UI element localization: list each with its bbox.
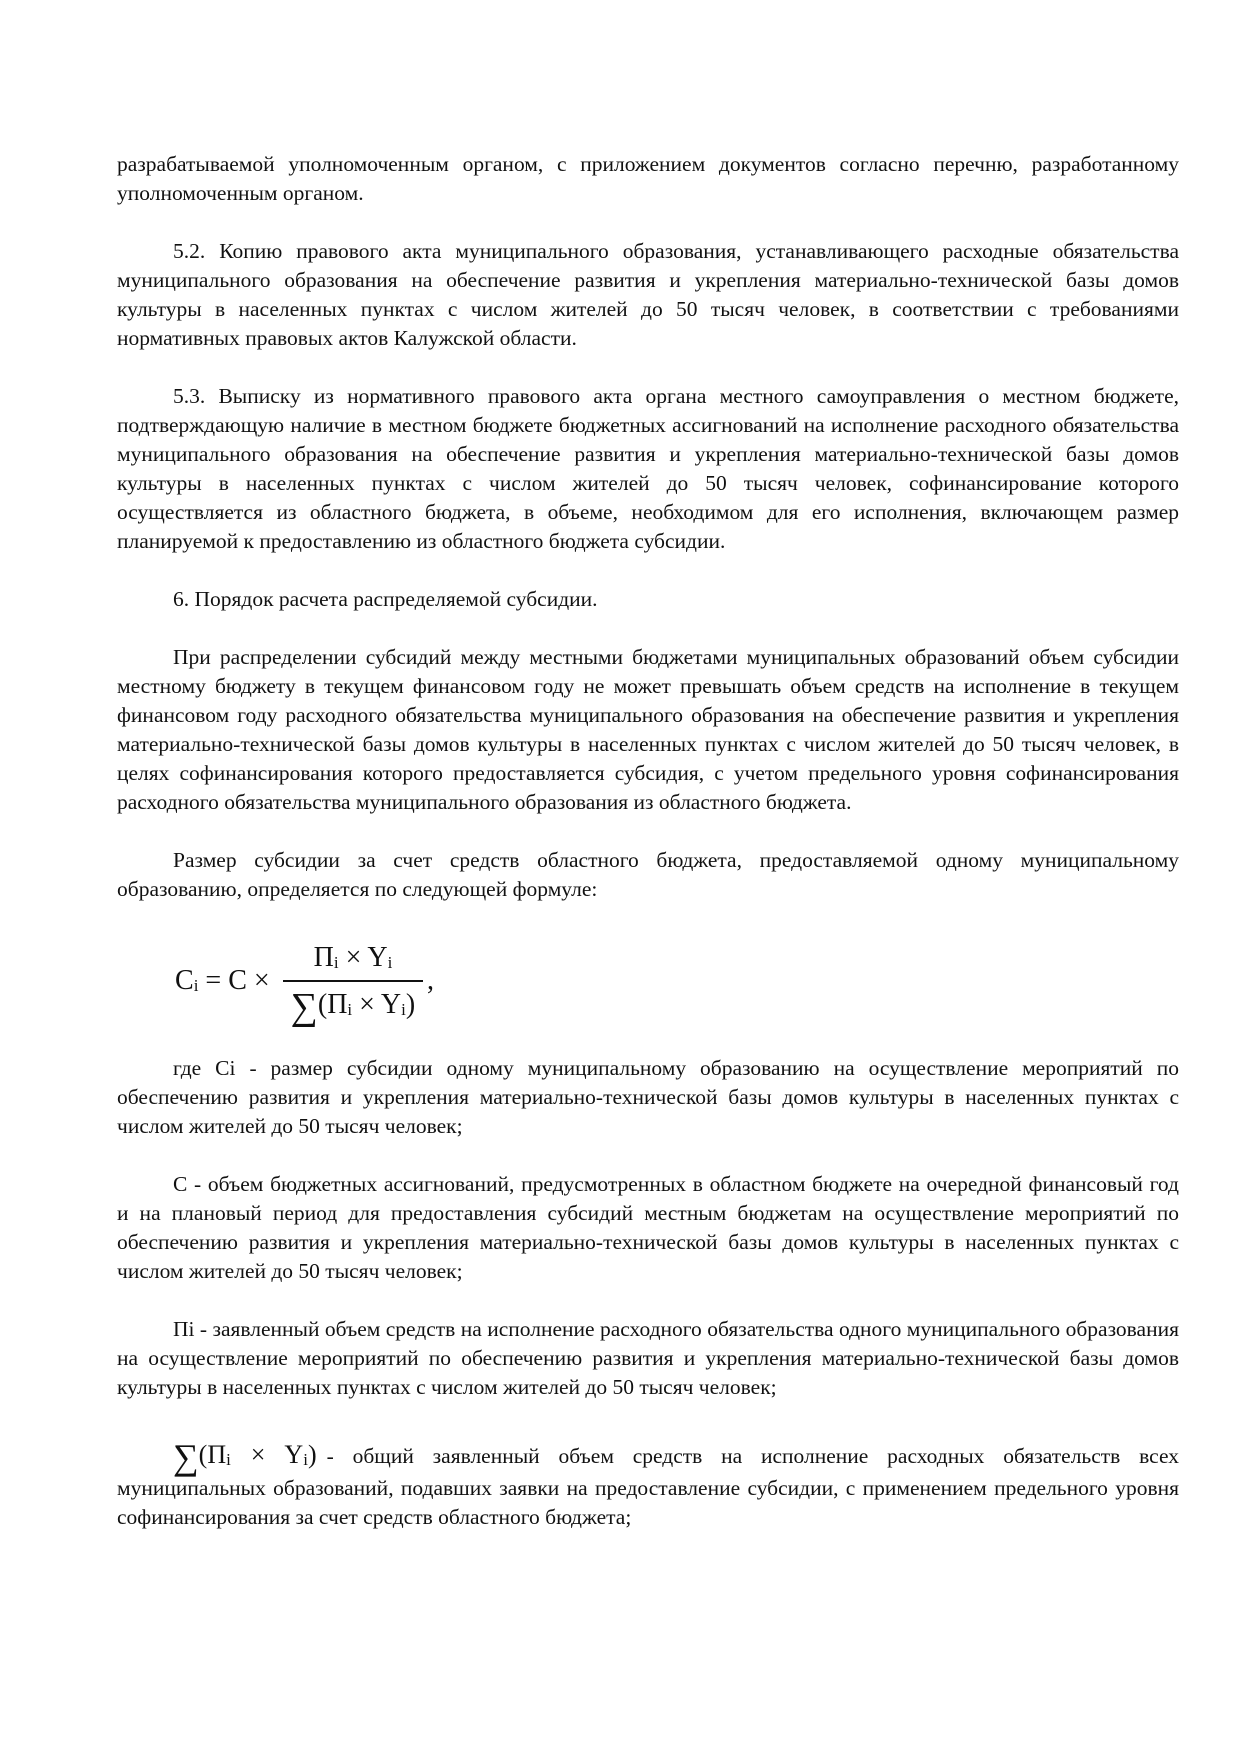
num-y-sub: i	[387, 953, 393, 972]
num-p: П	[313, 942, 334, 973]
paragraph-formula-intro: Размер субсидии за счет средств областного бюджета, предоставляемой одному муниципальному образованию, определяется по следующей формуле:	[117, 848, 1179, 901]
formula-comma: ,	[427, 965, 434, 996]
den-close: )	[405, 989, 416, 1020]
subsidy-formula	[175, 938, 1179, 1028]
fraction-bar	[283, 980, 423, 982]
den-open-p: (П	[317, 989, 348, 1020]
den-y-sub: i	[401, 1000, 406, 1019]
paragraph-documents-list: разрабатываемой уполномоченным органом, с приложением документов согласно перечню, разработанному уполномоченным органом.	[117, 152, 1179, 205]
sum-times-y: × Y	[230, 1440, 304, 1469]
paragraph-distribution: При распределении субсидий между местными бюджетами муниципальных образований объем субсидии местному бюджету в текущем финансовом году не может превышать объем средств на исполнение в текущем финансовом году расходного обязательства муниципального образования на обеспечение развития и укрепления материально-технической базы домов культуры в населенных пунктах с числом жителей до 50 тысяч человек, в целях софинансирования которого предоставляется субсидия, с учетом предельного уровня софинансирования расходного обязательства муниципального образования из областного бюджета.	[117, 645, 1179, 814]
num-p-sub: i	[333, 953, 339, 972]
formula-lhs	[175, 966, 277, 1000]
sum-y-sub: i	[303, 1450, 308, 1469]
sigma-icon: ∑	[290, 986, 318, 1028]
formula-numerator	[283, 938, 423, 978]
den-times-y: × Y	[352, 989, 402, 1020]
formula-equals-times: = C ×	[198, 965, 277, 996]
document-page	[117, 150, 1179, 1561]
sum-p-sub: i	[226, 1450, 231, 1469]
formula-fraction	[283, 938, 423, 1026]
paragraph-5-3: 5.3. Выписку из нормативного правового акта органа местного самоуправления о местном бюджете, подтверждающую наличие в местном бюджете бюджетных ассигнований на исполнение расходного обязательства муниципального образования на обеспечение развития и укрепления материально-технической базы домов культуры в населенных пунктах с числом жителей до 50 тысяч человек, софинансирование которого осуществляется из областного бюджета, в объеме, необходимом для его исполнения, включающем размер планируемой к предоставлению из областного бюджета субсидии.	[117, 384, 1179, 553]
paragraph-c-definition: С - объем бюджетных ассигнований, предусмотренных в областном бюджете на очередной финансовый год и на плановый период для предоставления субсидий местным бюджетам на осуществление мероприятий по обеспечению развития и укрепления материально-технической базы домов культуры в населенных пунктах с числом жителей до 50 тысяч человек;	[117, 1172, 1179, 1283]
paragraph-ci-definition: где Ci - размер субсидии одному муниципальному образованию на осуществление мероприятий по обеспечению развития и укрепления материально-технической базы домов культуры в населенных пунктах с числом жителей до 50 тысяч человек;	[117, 1056, 1179, 1138]
sum-open-p: (П	[198, 1440, 227, 1469]
formula-ci-sub: i	[193, 976, 199, 995]
formula-ci: C	[175, 965, 194, 996]
sigma-icon: ∑	[173, 1437, 199, 1477]
paragraph-pi-definition: Пi - заявленный объем средств на исполнение расходного обязательства одного муниципального образования на осуществление мероприятий по обеспечению развития и укрепления материально-технической базы домов культуры в населенных пунктах с числом жителей до 50 тысяч человек;	[117, 1317, 1179, 1399]
formula-denominator	[283, 984, 423, 1026]
inline-sum-expression	[173, 1437, 317, 1477]
num-times-y: × Y	[338, 942, 388, 973]
den-p-sub: i	[347, 1000, 353, 1019]
sum-close: )	[307, 1440, 317, 1469]
sum-definition-text: - общий заявленный объем средств на исполнение расходных обязательств всех муниципальных образований, подавших заявки на предоставление субсидии, с применением предельного уровня софинансирования за счет средств областного бюджета;	[117, 1444, 1179, 1529]
paragraph-5-2: 5.2. Копию правового акта муниципального образования, устанавливающего расходные обязательства муниципального образования на обеспечение развития и укрепления материально-технической базы домов культуры в населенных пунктах с числом жителей до 50 тысяч человек, в соответствии с требованиями нормативных правовых актов Калужской области.	[117, 239, 1179, 350]
section-heading-6: 6. Порядок расчета распределяемой субсидии.	[173, 587, 598, 611]
paragraph-sum-definition	[117, 1437, 1179, 1532]
